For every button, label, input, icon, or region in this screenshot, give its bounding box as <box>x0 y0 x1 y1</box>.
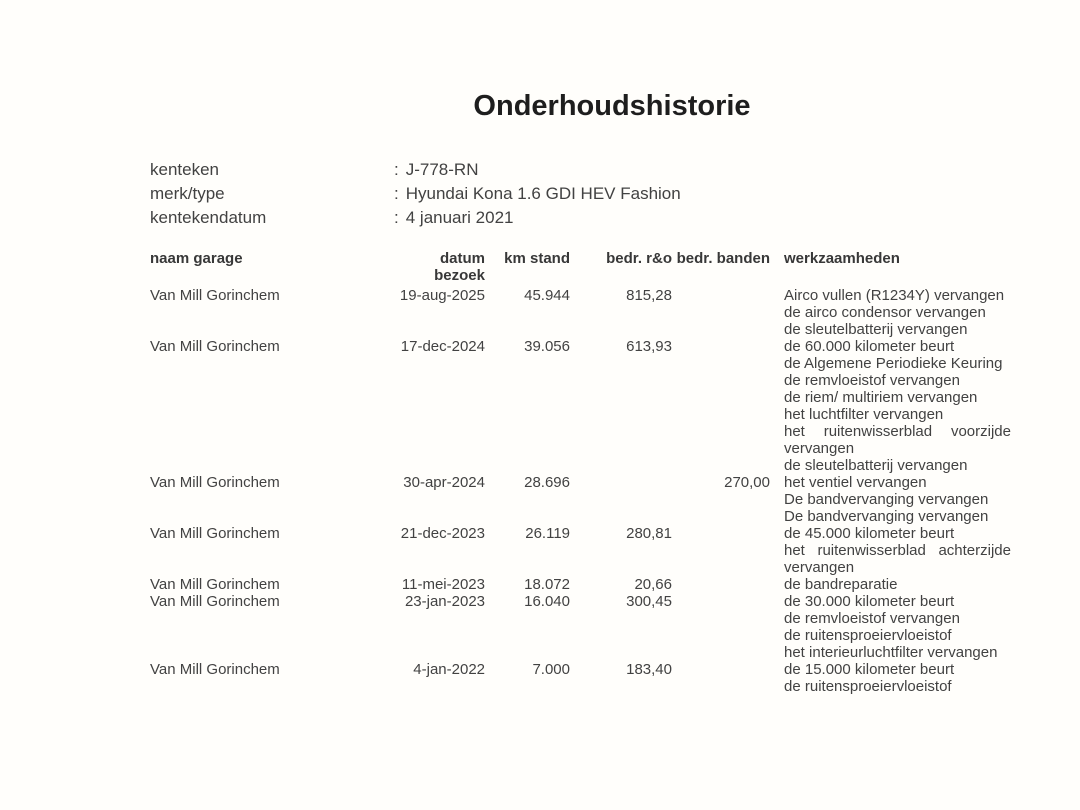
work-item: het interieurluchtfilter vervangen <box>784 644 998 661</box>
cell-naam-garage: Van Mill Gorinchem <box>150 287 280 304</box>
cell-km-stand: 45.944 <box>524 287 570 304</box>
work-item: De bandvervanging vervangen <box>784 491 989 508</box>
work-item: de remvloeistof vervangen <box>784 610 960 627</box>
work-item: de Algemene Periodieke Keuring <box>784 355 1003 372</box>
cell-datum-bezoek: 11-mei-2023 <box>401 576 485 593</box>
work-item: de ruitensproeiervloeistof <box>784 627 952 644</box>
table-row <box>150 474 1011 525</box>
info-separator: : <box>394 160 399 179</box>
work-item: de 15.000 kilometer beurt <box>784 661 955 678</box>
work-item: de remvloeistof vervangen <box>784 372 960 389</box>
work-item: de airco condensor vervangen <box>784 304 986 321</box>
cell-werkzaamheden <box>784 661 1011 695</box>
cell-datum-bezoek: 17-dec-2024 <box>400 338 485 355</box>
cell-km-stand: 28.696 <box>524 474 570 491</box>
work-item: het luchtfilter vervangen <box>784 406 944 423</box>
cell-datum-bezoek: 21-dec-2023 <box>400 525 485 542</box>
cell-bedr-ro: 815,28 <box>626 287 672 304</box>
cell-km-stand: 39.056 <box>524 338 570 355</box>
cell-werkzaamheden <box>784 525 1011 576</box>
col-header-km-stand: km stand <box>504 250 570 267</box>
work-item: De bandvervanging vervangen <box>784 508 989 525</box>
table-row <box>150 593 1011 661</box>
table-row <box>150 525 1011 576</box>
work-item: de 60.000 kilometer beurt <box>784 338 955 355</box>
cell-datum-bezoek: 23-jan-2023 <box>404 593 485 610</box>
maintenance-history-table <box>150 250 1011 695</box>
col-header-werkzaamheden: werkzaamheden <box>784 250 900 267</box>
cell-naam-garage: Van Mill Gorinchem <box>150 593 280 610</box>
work-item: de sleutelbatterij vervangen <box>784 321 968 338</box>
info-label: kentekendatum <box>150 208 267 227</box>
info-separator: : <box>394 184 399 203</box>
cell-datum-bezoek: 30-apr-2024 <box>403 474 485 491</box>
info-row <box>150 158 681 182</box>
info-value <box>394 206 514 230</box>
table-row <box>150 287 1011 338</box>
table-header-row <box>150 250 1011 284</box>
vehicle-info-block <box>150 158 681 230</box>
cell-km-stand: 18.072 <box>524 576 570 593</box>
work-item: de bandreparatie <box>784 576 898 593</box>
info-value-text: J-778-RN <box>405 160 479 179</box>
page-title: Onderhoudshistorie <box>473 90 751 122</box>
work-item: de 30.000 kilometer beurt <box>784 593 955 610</box>
cell-werkzaamheden <box>784 338 1011 474</box>
cell-datum-bezoek: 4-jan-2022 <box>413 661 485 678</box>
info-row <box>150 206 681 230</box>
work-item: het ruitenwisserblad voorzijde vervangen <box>784 423 1011 457</box>
cell-datum-bezoek: 19-aug-2025 <box>399 287 485 304</box>
col-header-naam-garage: naam garage <box>150 250 243 267</box>
cell-naam-garage: Van Mill Gorinchem <box>150 525 280 542</box>
info-label: merk/type <box>150 184 225 203</box>
cell-bedr-ro: 300,45 <box>626 593 672 610</box>
info-row <box>150 182 681 206</box>
cell-naam-garage: Van Mill Gorinchem <box>150 474 280 491</box>
info-value <box>394 158 478 182</box>
cell-naam-garage: Van Mill Gorinchem <box>150 661 280 678</box>
work-item: de 45.000 kilometer beurt <box>784 525 955 542</box>
cell-bedr-ro: 613,93 <box>626 338 672 355</box>
table-row <box>150 338 1011 474</box>
cell-naam-garage: Van Mill Gorinchem <box>150 338 280 355</box>
cell-bedr-banden: 270,00 <box>724 474 770 491</box>
cell-werkzaamheden <box>784 593 1011 661</box>
work-item: de riem/ multiriem vervangen <box>784 389 978 406</box>
cell-km-stand: 7.000 <box>532 661 570 678</box>
table-body <box>150 287 1011 695</box>
cell-werkzaamheden <box>784 287 1011 338</box>
info-value <box>394 182 681 206</box>
work-item: de ruitensproeiervloeistof <box>784 678 952 695</box>
info-label: kenteken <box>150 160 219 179</box>
col-header-datum-bezoek: datum bezoek <box>434 250 485 284</box>
cell-bedr-ro: 20,66 <box>634 576 672 593</box>
cell-werkzaamheden <box>784 474 1011 525</box>
work-item: het ventiel vervangen <box>784 474 927 491</box>
work-item: de sleutelbatterij vervangen <box>784 457 968 474</box>
info-value-text: 4 januari 2021 <box>405 208 514 227</box>
cell-werkzaamheden <box>784 576 1011 593</box>
cell-km-stand: 26.119 <box>525 525 570 542</box>
cell-naam-garage: Van Mill Gorinchem <box>150 576 280 593</box>
work-item: het ruitenwisserblad achterzijde vervangen <box>784 542 1011 576</box>
info-separator: : <box>394 208 399 227</box>
col-header-bedr-banden: bedr. banden <box>676 250 770 267</box>
info-value-text: Hyundai Kona 1.6 GDI HEV Fashion <box>405 184 681 203</box>
col-header-bedr-ro: bedr. r&o <box>606 250 672 267</box>
work-item: Airco vullen (R1234Y) vervangen <box>784 287 1005 304</box>
cell-bedr-ro: 280,81 <box>626 525 672 542</box>
cell-km-stand: 16.040 <box>524 593 570 610</box>
table-row <box>150 576 1011 593</box>
cell-bedr-ro: 183,40 <box>626 661 672 678</box>
table-row <box>150 661 1011 695</box>
